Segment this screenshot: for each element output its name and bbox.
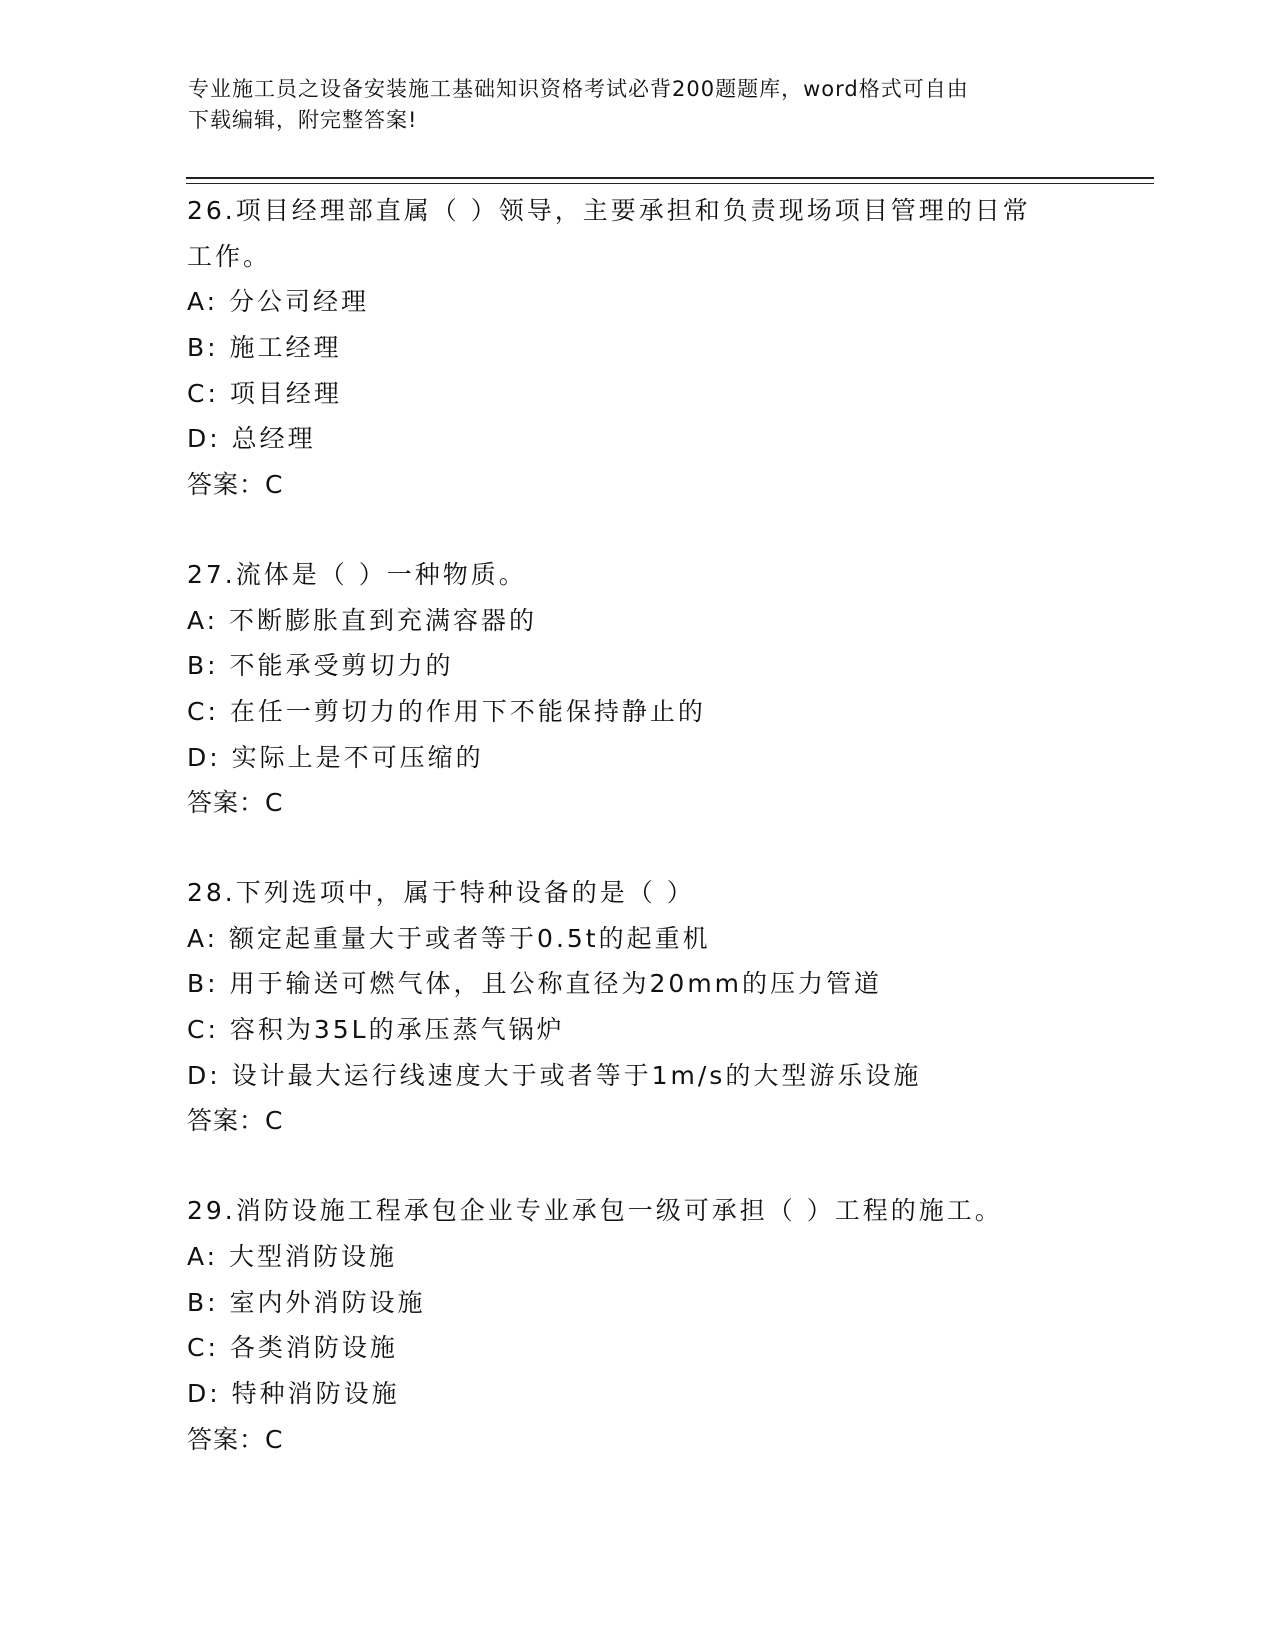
option-c: C: 容积为35L的承压蒸气锅炉 <box>187 1015 565 1045</box>
header-title-line-1: 专业施工员之设备安装施工基础知识资格考试必背200题题库，word格式可自由 <box>188 77 969 101</box>
option-b: B: 施工经理 <box>187 333 342 363</box>
header-rule-thick <box>186 177 1154 179</box>
answer-line: 答案：C <box>187 788 284 818</box>
option-c: C: 各类消防设施 <box>187 1333 398 1363</box>
question-29 <box>187 1188 1087 1462</box>
option-d: D: 设计最大运行线速度大于或者等于1m/s的大型游乐设施 <box>187 1060 922 1090</box>
option-b: B: 用于输送可燃气体，且公称直径为20mm的压力管道 <box>187 969 883 999</box>
answer-line: 答案：C <box>187 1106 284 1136</box>
option-c: C: 项目经理 <box>187 378 342 408</box>
option-b: B: 不能承受剪切力的 <box>187 651 454 681</box>
header-rule-thin <box>186 183 1154 184</box>
option-a: A: 大型消防设施 <box>187 1241 398 1271</box>
header-title-line-2: 下载编辑，附完整答案! <box>188 108 418 132</box>
document-header <box>188 74 1068 136</box>
question-stem: 26.项目经理部直属（ ）领导，主要承担和负责现场项目管理的日常 <box>187 196 1031 225</box>
option-a: A: 分公司经理 <box>187 287 370 317</box>
option-c: C: 在任一剪切力的作用下不能保持静止的 <box>187 696 706 726</box>
question-list <box>187 188 1087 1506</box>
question-stem: 28.下列选项中，属于特种设备的是（ ） <box>187 877 695 907</box>
question-stem: 27.流体是（ ）一种物质。 <box>187 559 527 589</box>
question-28 <box>187 870 1087 1144</box>
option-b: B: 室内外消防设施 <box>187 1287 426 1317</box>
option-d: D: 特种消防设施 <box>187 1378 400 1408</box>
option-a: A: 不断膨胀直到充满容器的 <box>187 605 538 635</box>
question-26 <box>187 188 1087 508</box>
answer-line: 答案：C <box>187 470 284 500</box>
option-d: D: 实际上是不可压缩的 <box>187 742 484 772</box>
question-27 <box>187 552 1087 826</box>
question-stem-continued: 工作。 <box>187 241 272 271</box>
answer-line: 答案：C <box>187 1424 284 1454</box>
option-a: A: 额定起重量大于或者等于0.5t的起重机 <box>187 923 711 953</box>
option-d: D: 总经理 <box>187 424 316 454</box>
question-stem: 29.消防设施工程承包企业专业承包一级可承担（ ）工程的施工。 <box>187 1196 1003 1226</box>
